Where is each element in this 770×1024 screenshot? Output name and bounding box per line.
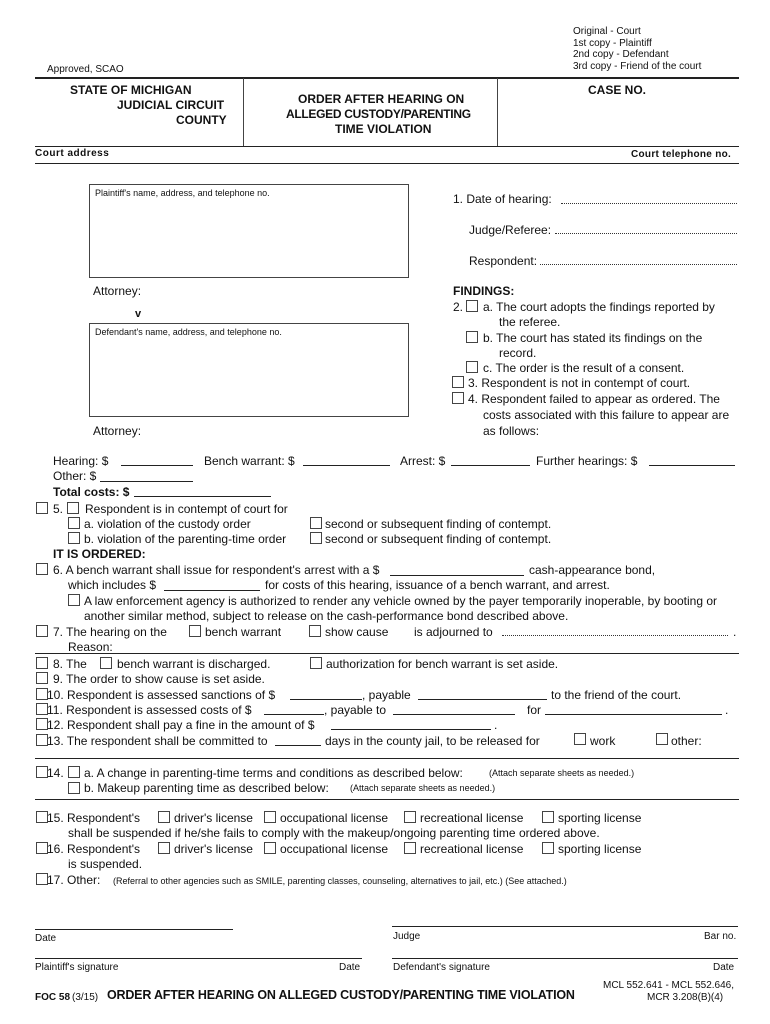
cost-bench-label: Bench warrant: $ [204, 454, 295, 468]
copy-3rd: 3rd copy - Friend of the court [573, 61, 702, 72]
county: COUNTY [176, 113, 227, 127]
date-of-hearing-label: 1. Date of hearing: [453, 192, 552, 206]
item-8-text-a: 8. The [53, 657, 87, 671]
item-8-bench-checkbox[interactable] [100, 657, 112, 669]
item-11-period: . [725, 703, 729, 717]
item-5a-second-checkbox[interactable] [310, 517, 322, 529]
form-id: FOC 58 [35, 992, 71, 1003]
item-16-text: 16. Respondent's [47, 842, 141, 856]
item-14a-note: (Attach separate sheets as needed.) [489, 768, 635, 778]
item-14b-note: (Attach separate sheets as needed.) [350, 783, 496, 793]
item-14b-checkbox[interactable] [68, 782, 80, 794]
item-13-other-text: other: [671, 734, 702, 748]
item-5b-text: b. violation of the parenting-time order [84, 532, 287, 546]
item-13-text-b: days in the county jail, to be released for [325, 734, 540, 748]
title-line-1: ORDER AFTER HEARING ON [298, 92, 465, 106]
item-8-authorization-text: authorization for bench warrant is set aside. [326, 657, 559, 671]
item-16-text-b: is suspended. [68, 857, 143, 871]
defendant-box[interactable] [89, 323, 409, 417]
findings-heading: FINDINGS: [453, 284, 515, 298]
mcl-citation: MCL 552.641 - MCL 552.646, [603, 980, 735, 991]
item-16-occupational-text: occupational license [280, 842, 389, 856]
approved-scao: Approved, SCAO [47, 64, 124, 75]
finding-4-text-cont2: as follows: [483, 424, 540, 438]
cost-further-field[interactable] [649, 465, 735, 466]
item-11-text-c: for [527, 703, 542, 717]
item-9-text: 9. The order to show cause is set aside. [53, 672, 265, 686]
plaintiff-box[interactable] [89, 184, 409, 278]
item-14a-text: a. A change in parenting-time terms and conditions as described below: [84, 766, 463, 780]
it-is-ordered-heading: IT IS ORDERED: [53, 547, 146, 561]
item-15-text: 15. Respondent's [47, 811, 141, 825]
date-signature-line[interactable] [35, 929, 233, 930]
plaintiff-box-label: Plaintiff's name, address, and telephone no. [95, 188, 270, 198]
finding-2b-text-cont: record. [499, 346, 537, 360]
cost-arrest-label: Arrest: $ [400, 454, 446, 468]
item-7-adjourned-text: is adjourned to [414, 625, 493, 639]
item-15-occupational-checkbox[interactable] [264, 811, 276, 823]
respondent-label: Respondent: [469, 254, 538, 268]
item-16-drivers-text: driver's license [174, 842, 253, 856]
item-15-sporting-text: sporting license [558, 811, 642, 825]
item-6-text-b: cash-appearance bond, [529, 563, 656, 577]
item-15-occupational-text: occupational license [280, 811, 389, 825]
item-6-checkbox[interactable] [36, 563, 48, 575]
cost-further-label: Further hearings: $ [536, 454, 638, 468]
versus: v [135, 308, 142, 320]
plaintiff-date-label: Date [339, 962, 361, 973]
header-bottom-rule [35, 146, 739, 147]
item-10-text-c: to the friend of the court. [551, 688, 682, 702]
item-15-drivers-checkbox[interactable] [158, 811, 170, 823]
respondent-field[interactable] [540, 264, 737, 265]
item-5b-second-checkbox[interactable] [310, 532, 322, 544]
header-divider-1 [243, 78, 244, 146]
item-11-text-b: , payable to [324, 703, 387, 717]
plaintiff-attorney-label: Attorney: [93, 284, 142, 298]
form-footer-title: ORDER AFTER HEARING ON ALLEGED CUSTODY/PARENTING TIME VIOLATION [107, 988, 575, 1002]
item-7-checkbox[interactable] [36, 625, 48, 637]
item-6-bond-field[interactable] [390, 575, 524, 576]
copy-2nd: 2nd copy - Defendant [573, 49, 669, 60]
item-7-period: . [733, 625, 737, 639]
item-13-work-text: work [590, 734, 616, 748]
finding-3-checkbox[interactable] [452, 376, 464, 388]
item-5a-second-text: second or subsequent finding of contempt. [325, 517, 552, 531]
item-14b-text: b. Makeup parenting time as described below: [84, 781, 329, 795]
judge-referee-label: Judge/Referee: [469, 223, 552, 237]
cost-other-label: Other: $ [53, 469, 97, 483]
item-5-checkbox[interactable] [67, 502, 79, 514]
finding-2c-checkbox[interactable] [466, 361, 478, 373]
item-14-rule [35, 799, 739, 800]
item-13-text-a: 13. The respondent shall be committed to [47, 734, 268, 748]
finding-2a-text-cont: the referee. [499, 315, 561, 329]
item-5-outer-checkbox[interactable] [36, 502, 48, 514]
item-11-for-field[interactable] [545, 714, 722, 715]
item-5a-checkbox[interactable] [68, 517, 80, 529]
reason-field[interactable] [35, 653, 739, 654]
finding-4-text-cont1: costs associated with this failure to appear are [483, 408, 730, 422]
item-13-days-field[interactable] [275, 745, 321, 746]
court-phone-label: Court telephone no. [631, 149, 732, 160]
total-costs-field[interactable] [134, 496, 271, 497]
item-6-text-a: 6. A bench warrant shall issue for respondent's arrest with a $ [53, 563, 380, 577]
item-10-amount-field[interactable] [290, 699, 362, 700]
item-5b-checkbox[interactable] [68, 532, 80, 544]
item-17-text: 17. Other: [47, 873, 101, 887]
item-11-text-a: 11. Respondent is assessed costs of $ [47, 703, 252, 717]
total-costs-label: Total costs: $ [53, 485, 130, 499]
plaintiff-signature-line[interactable] [35, 958, 362, 959]
mcr-citation: MCR 3.208(B)(4) [647, 992, 724, 1003]
title-line-3: TIME VIOLATION [335, 122, 432, 136]
item-16-recreational-text: recreational license [420, 842, 524, 856]
item-15-recreational-text: recreational license [420, 811, 524, 825]
cost-other-field[interactable] [100, 481, 193, 482]
date-of-hearing-field[interactable] [561, 203, 737, 204]
cost-hearing-field[interactable] [121, 465, 193, 466]
item-8-authorization-checkbox[interactable] [310, 657, 322, 669]
form-revision: (3/15) [72, 992, 99, 1003]
finding-2b-text: b. The court has stated its findings on the [483, 331, 703, 345]
item-7-adjourned-field[interactable] [502, 635, 728, 636]
item-12-amount-field[interactable] [331, 729, 491, 730]
item-10-payable-field[interactable] [418, 699, 547, 700]
item-7-bench-checkbox[interactable] [189, 625, 201, 637]
finding-2c-text: c. The order is the result of a consent. [483, 361, 685, 375]
item-7-show-cause-text: show cause [325, 625, 389, 639]
item-16-occupational-checkbox[interactable] [264, 842, 276, 854]
plaintiff-signature-label: Plaintiff's signature [35, 962, 119, 973]
item-6-text-e: A law enforcement agency is authorized to render any vehicle owned by the payer temporarily inoperable, by booting or [84, 594, 718, 608]
item-15-text-b: shall be suspended if he/she fails to comply with the makeup/ongoing parenting time ordered above. [68, 826, 600, 840]
item-7-bench-text: bench warrant [205, 625, 282, 639]
item-8-checkbox[interactable] [36, 657, 48, 669]
item-6-vehicle-checkbox[interactable] [68, 594, 80, 606]
item-12-period: . [494, 718, 498, 732]
header-top-rule [35, 77, 739, 79]
item-10-text-b: , payable [362, 688, 411, 702]
item-13-work-checkbox[interactable] [574, 733, 586, 745]
reason-label: Reason: [68, 640, 113, 654]
cost-hearing-label: Hearing: $ [53, 454, 109, 468]
judge-referee-field[interactable] [555, 233, 737, 234]
finding-3-text: 3. Respondent is not in contempt of court. [468, 376, 691, 390]
finding-2b-checkbox[interactable] [466, 331, 478, 343]
item-15-drivers-text: driver's license [174, 811, 253, 825]
finding-2-number: 2. [453, 300, 464, 314]
item-16-drivers-checkbox[interactable] [158, 842, 170, 854]
item-7-text-a: 7. The hearing on the [53, 625, 167, 639]
item-9-checkbox[interactable] [36, 672, 48, 684]
item-6-text-d: for costs of this hearing, issuance of a bench warrant, and arrest. [265, 578, 610, 592]
item-12-text-a: 12. Respondent shall pay a fine in the amount of $ [47, 718, 315, 732]
item-8-bench-text: bench warrant is discharged. [117, 657, 271, 671]
cost-arrest-field[interactable] [451, 465, 530, 466]
item-15-recreational-checkbox[interactable] [404, 811, 416, 823]
bar-no-label: Bar no. [704, 931, 737, 942]
title-line-2: ALLEGED CUSTODY/PARENTING [286, 107, 471, 121]
defendant-box-label: Defendant's name, address, and telephone no. [95, 327, 282, 337]
item-16-sporting-checkbox[interactable] [542, 842, 554, 854]
item-13-rule [35, 758, 739, 759]
copy-1st: 1st copy - Plaintiff [573, 38, 652, 49]
item-7-show-cause-checkbox[interactable] [309, 625, 321, 637]
item-5-number: 5. [53, 502, 64, 516]
item-10-text-a: 10. Respondent is assessed sanctions of $ [47, 688, 276, 702]
item-5-text: Respondent is in contempt of court for [85, 502, 288, 516]
finding-4-text: 4. Respondent failed to appear as ordered. The [468, 392, 720, 406]
item-14a-checkbox[interactable] [68, 766, 80, 778]
defendant-signature-line[interactable] [392, 958, 738, 959]
item-11-payable-field[interactable] [393, 714, 515, 715]
item-6-includes-field[interactable] [164, 590, 260, 591]
header-divider-2 [497, 78, 498, 146]
item-13-other-checkbox[interactable] [656, 733, 668, 745]
item-15-sporting-checkbox[interactable] [542, 811, 554, 823]
finding-2a-text: a. The court adopts the findings reported by [483, 300, 715, 314]
finding-2a-checkbox[interactable] [466, 300, 478, 312]
item-16-recreational-checkbox[interactable] [404, 842, 416, 854]
item-11-amount-field[interactable] [264, 714, 324, 715]
judge-label: Judge [393, 931, 421, 942]
defendant-attorney-label: Attorney: [93, 424, 142, 438]
cost-bench-field[interactable] [303, 465, 390, 466]
item-5b-second-text: second or subsequent finding of contempt. [325, 532, 552, 546]
address-rule [35, 163, 739, 164]
judicial-circuit: JUDICIAL CIRCUIT [117, 98, 225, 112]
item-14-number: 14. [47, 766, 64, 780]
court-address-label: Court address [35, 148, 110, 159]
defendant-signature-label: Defendant's signature [393, 962, 490, 973]
case-no-label: CASE NO. [588, 83, 647, 97]
item-16-sporting-text: sporting license [558, 842, 642, 856]
state-line: STATE OF MICHIGAN [70, 83, 192, 97]
finding-4-checkbox[interactable] [452, 392, 464, 404]
copy-original: Original - Court [573, 26, 641, 37]
item-17-note: (Referral to other agencies such as SMILE, parenting classes, counseling, alternatives to jail, etc.) (See attached.) [113, 876, 567, 886]
item-5a-text: a. violation of the custody order [84, 517, 251, 531]
defendant-date-label: Date [713, 962, 735, 973]
item-6-text-f: another similar method, subject to release on the cash-performance bond described above. [84, 609, 569, 623]
judge-signature-line[interactable] [392, 926, 738, 927]
date-label: Date [35, 933, 57, 944]
item-6-text-c: which includes $ [68, 578, 157, 592]
